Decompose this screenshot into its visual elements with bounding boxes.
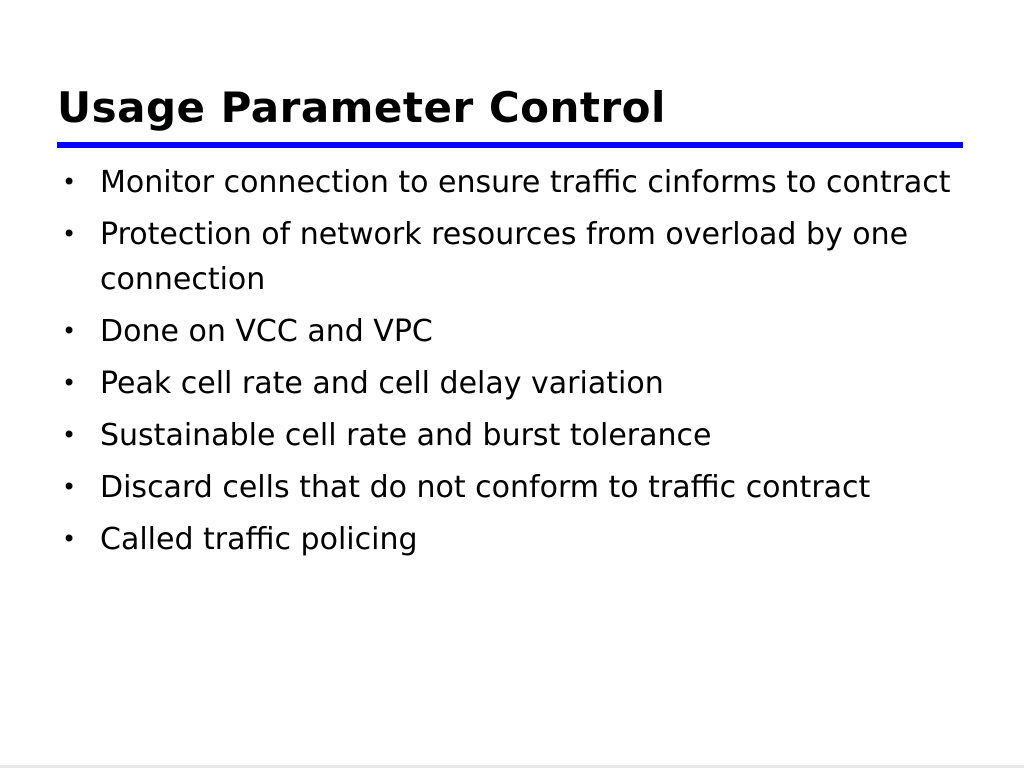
slide-title: Usage Parameter Control bbox=[57, 83, 666, 132]
bullet-item bbox=[62, 309, 962, 354]
bullet-text: Peak cell rate and cell delay variation bbox=[100, 366, 664, 401]
bullet-icon: • bbox=[62, 421, 77, 449]
bullet-item bbox=[62, 361, 962, 406]
bullet-icon: • bbox=[62, 473, 77, 501]
bullet-icon: • bbox=[62, 168, 77, 196]
bullet-icon: • bbox=[62, 317, 77, 345]
bullet-text: Done on VCC and VPC bbox=[100, 314, 433, 349]
bullet-item bbox=[62, 413, 962, 458]
bullet-item bbox=[62, 465, 962, 510]
bullet-list bbox=[62, 160, 962, 569]
bullet-text: Discard cells that do not conform to traffic contract bbox=[100, 470, 871, 505]
bullet-item bbox=[62, 212, 962, 302]
bullet-icon: • bbox=[62, 369, 77, 397]
bullet-item bbox=[62, 160, 962, 205]
bullet-text: Sustainable cell rate and burst tolerance bbox=[100, 418, 712, 453]
bullet-text: Protection of network resources from overload by one connection bbox=[100, 217, 909, 297]
title-underline bbox=[57, 142, 963, 148]
bullet-icon: • bbox=[62, 220, 77, 248]
bullet-icon: • bbox=[62, 525, 77, 553]
bullet-item bbox=[62, 517, 962, 562]
bullet-text: Monitor connection to ensure traffic cinforms to contract bbox=[100, 165, 951, 200]
bullet-text: Called traffic policing bbox=[100, 522, 418, 557]
